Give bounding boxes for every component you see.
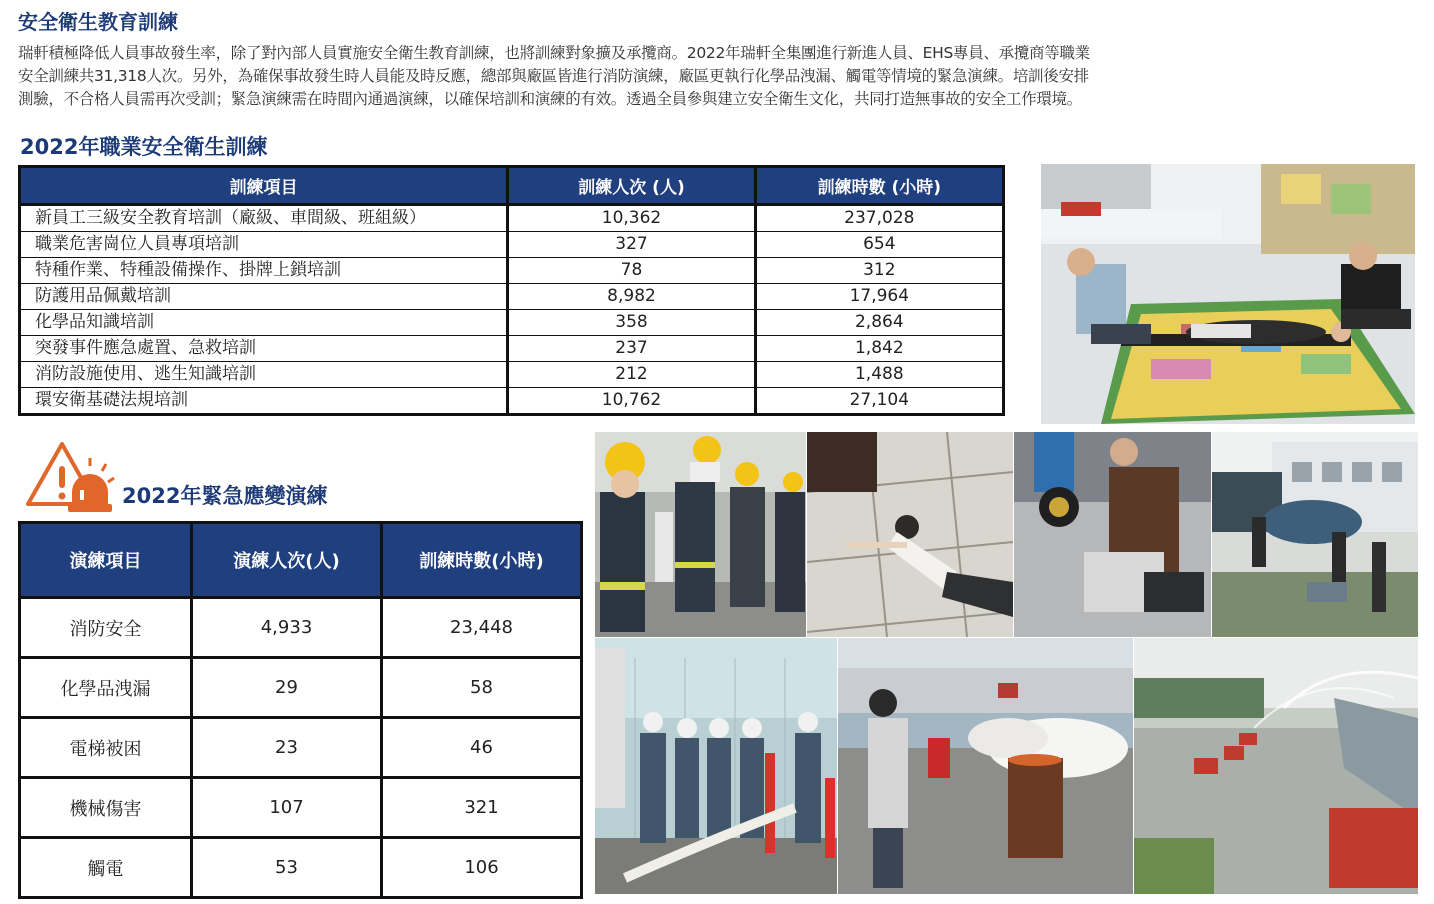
column-header: 訓練項目	[20, 167, 508, 205]
paragraph-line: 測驗，不合格人員需再次受訓；緊急演練需在時間內通過演練，以確保培訓和演練的有效。透過全員參與建立安全衛生文化，共同打造無事故的安全工作環境。	[18, 90, 1083, 108]
table-row	[20, 336, 1004, 362]
outdoor-rescue-photo	[1212, 432, 1418, 637]
training-count: 10,762	[508, 388, 755, 415]
drill-table	[18, 521, 583, 899]
column-header: 演練人次(人)	[192, 523, 382, 598]
first-aid-training-photo	[1041, 164, 1415, 424]
training-hours: 1,488	[755, 362, 1003, 388]
paragraph-line: 瑞軒積極降低人員事故發生率，除了對內部人員實施安全衛生教育訓練，也將訓練對象擴及承攬商。2022年瑞軒全集團進行新進人員、EHS專員、承攬商等職業	[18, 44, 1090, 62]
training-item: 職業危害崗位人員專項培訓	[20, 232, 508, 258]
drill-count: 4,933	[192, 598, 382, 658]
drill-count: 53	[192, 838, 382, 898]
drill-item: 觸電	[20, 838, 192, 898]
table-row	[20, 778, 582, 838]
drill-hours: 23,448	[382, 598, 582, 658]
drill-hours: 106	[382, 838, 582, 898]
training-hours: 27,104	[755, 388, 1003, 415]
table-row	[20, 310, 1004, 336]
cpr-training-photo	[1014, 432, 1211, 637]
training-count: 212	[508, 362, 755, 388]
table-row	[20, 388, 1004, 415]
emergency-alarm-icon	[22, 440, 118, 516]
training-count: 10,362	[508, 205, 755, 232]
paragraph-line: 安全訓練共31,318人次。另外，為確保事故發生時人員能及時反應，總部與廠區皆進行消防演練，廠區更執行化學品洩漏、觸電等情境的緊急演練。培訓後安排	[18, 67, 1089, 85]
first-aid-floor-photo	[807, 432, 1013, 637]
training-table	[18, 165, 1005, 416]
training-count: 237	[508, 336, 755, 362]
training-hours: 1,842	[755, 336, 1003, 362]
table-row	[20, 258, 1004, 284]
training-item: 消防設施使用、逃生知識培訓	[20, 362, 508, 388]
training-count: 78	[508, 258, 755, 284]
table-header-row	[20, 167, 1004, 205]
drill-section-header	[20, 440, 580, 516]
fire-hose-training-photo	[595, 638, 837, 894]
training-hours: 312	[755, 258, 1003, 284]
page-title: 安全衛生教育訓練	[18, 10, 178, 34]
training-item: 化學品知識培訓	[20, 310, 508, 336]
drill-hours: 46	[382, 718, 582, 778]
training-item: 環安衛基礎法規培訓	[20, 388, 508, 415]
fire-extinguisher-drill-photo	[838, 638, 1133, 894]
table-row	[20, 658, 582, 718]
training-hours: 654	[755, 232, 1003, 258]
training-hours: 17,964	[755, 284, 1003, 310]
column-header: 訓練人次 (人)	[508, 167, 755, 205]
table-row	[20, 718, 582, 778]
training-item: 新員工三級安全教育培訓（廠級、車間級、班組級）	[20, 205, 508, 232]
drill-count: 107	[192, 778, 382, 838]
training-item: 突發事件應急處置、急救培訓	[20, 336, 508, 362]
drill-count: 29	[192, 658, 382, 718]
training-count: 358	[508, 310, 755, 336]
training-item: 防護用品佩戴培訓	[20, 284, 508, 310]
drill-item: 消防安全	[20, 598, 192, 658]
drill-item: 化學品洩漏	[20, 658, 192, 718]
drill-section-title: 2022年緊急應變演練	[122, 484, 328, 508]
table-row	[20, 838, 582, 898]
column-header: 訓練時數 (小時)	[755, 167, 1003, 205]
table-row	[20, 362, 1004, 388]
drill-count: 23	[192, 718, 382, 778]
table-header-row	[20, 523, 582, 598]
training-hours: 2,864	[755, 310, 1003, 336]
training-count: 327	[508, 232, 755, 258]
training-section-title: 2022年職業安全衛生訓練	[20, 135, 268, 159]
drill-hours: 321	[382, 778, 582, 838]
drill-hours: 58	[382, 658, 582, 718]
column-header: 演練項目	[20, 523, 192, 598]
table-row	[20, 284, 1004, 310]
table-row	[20, 598, 582, 658]
fire-truck-drill-photo	[1134, 638, 1418, 894]
drill-item: 電梯被困	[20, 718, 192, 778]
training-item: 特種作業、特種設備操作、掛牌上鎖培訓	[20, 258, 508, 284]
drill-item: 機械傷害	[20, 778, 192, 838]
training-count: 8,982	[508, 284, 755, 310]
column-header: 訓練時數(小時)	[382, 523, 582, 598]
intro-paragraph	[18, 42, 1418, 111]
table-row	[20, 232, 1004, 258]
training-hours: 237,028	[755, 205, 1003, 232]
table-row	[20, 205, 1004, 232]
firefighter-drill-photo	[595, 432, 806, 637]
